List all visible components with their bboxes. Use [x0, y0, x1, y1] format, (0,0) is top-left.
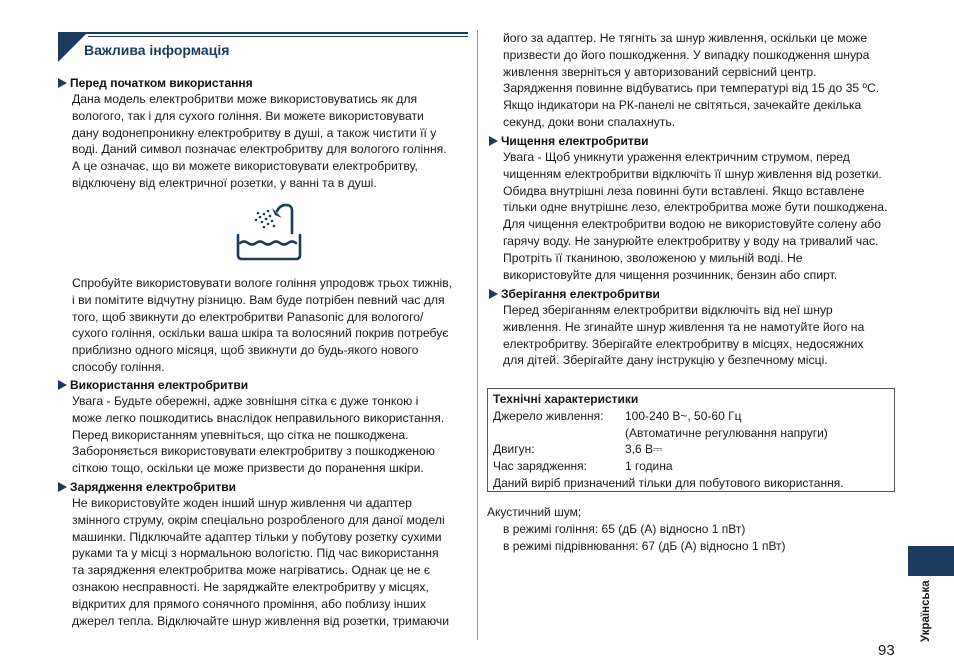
section-using-shaver [58, 377, 470, 477]
spec-row: Двигун: 3,6 В⎓ [493, 442, 663, 457]
section-heading: Зберігання електробритви [489, 286, 901, 302]
column-divider [477, 30, 478, 640]
spec-row: (Автоматичне регулювання напруги) [625, 425, 828, 440]
specifications-box [487, 388, 895, 492]
arrow-right-icon [489, 289, 498, 299]
section-heading: Використання електробритви [58, 377, 470, 393]
section-heading: Перед початком використання [58, 75, 470, 91]
header-rule [58, 32, 468, 34]
section-before-use [58, 75, 470, 192]
arrow-right-icon [489, 136, 498, 146]
shower-bath-icon [234, 203, 304, 261]
language-tab [908, 546, 954, 576]
section-storage [489, 286, 901, 369]
paragraph: Увага - Будьте обережні, адже зовнішня сітка є дуже тонкою і може легко пошкодитись внаслідок неправильного використання. Перед використанням упевніться, що сітка не пошкоджена. Забороняється використовувати електробритву з пошкодженою сіткою тощо, оскільки це може призвести до поранення шкіри. [72, 394, 445, 476]
section-charging [58, 479, 470, 629]
paragraph: Увага - Щоб уникнути ураження електричним струмом, перед чищенням електробритви відключіть її шнур живлення від розетки. Обидва внутрішні леза повинні бути вставлені. Якщо вставлене тільки одне внутрішнє лезо, електробритва може бути пошкоджена. Для чищення електробритви водою не використовуйте солену або гарячу воду. Не занурюйте електробритву у воду на тривалий час. Протріть її тканиною, зволоженою у мильній воді. Не використовуйте для чищення розчинник, бензин або спирт. [503, 150, 888, 282]
spec-row: Джерело живлення: 100-240 В~, 50-60 Гц [493, 408, 742, 423]
acoustic-noise [487, 504, 786, 554]
paragraph: Не використовуйте жоден інший шнур живлення чи адаптер змінного струму, окрім спеціально розробленого для даної моделі машинки. Підключайте адаптер тільки у побутову розетку сухими руками та у місці з нормальною вологістю. Під час використання та зарядження електробритва може нагріватись. Однак це не є ознакою несправності. Не заряджайте електробритву у місцях, відкритих для прямого сонячного проміння, або поблизу інших джерел тепла. Відключайте шнур живлення від розетки, тримаючи [72, 496, 450, 628]
paragraph: Спробуйте використовувати вологе гоління упродовж трьох тижнів, і ви помітите відчутну різницю. Вам буде потрібен певний час для того, щоб звикнути до електробритви Panasonic для вологого/ сухого гоління, оскільки ваша шкіра та волосяний покрив потребує приблизно одного місяця, щоб звикнути до будь-якого нового способу гоління. [72, 276, 453, 374]
section-heading: Чищення електробритви [489, 133, 901, 149]
arrow-right-icon [58, 380, 67, 390]
section-charging-continued [489, 30, 901, 131]
page-number: 93 [878, 642, 895, 659]
paragraph: Перед зберіганням електробритви відключіть від неї шнур живлення. Не згинайте шнур живлення та не намотуйте його на електробритву. Зберігайте електробритву в місцях, недосяжних для дітей. Зберігайте дану інструкцію у безпечному місці. [503, 303, 865, 368]
arrow-right-icon [58, 482, 67, 492]
noise-label: Акустичний шум; [487, 505, 582, 519]
paragraph: його за адаптер. Не тягніть за шнур живлення, оскільки це може призвести до його пошкодження. У випадку пошкодження шнура живлення зверніться у авторизований сервісний центр. Зарядження повинне відбуватись при температурі від 15 до 35 ºC. Якщо індикатори на РК-панелі не світяться, зачекайте декілька секунд, доки вони спалахнуть. [503, 31, 880, 129]
paragraph: Дана модель електробритви може використовуватись як для вологого, так і для сухого гоління. Ви можете використовувати дану водонепроникну електробритву в душі, а також чистити її у воді. Даний символ позначає електробритву для вологого гоління. А це означає, що ви можете використовувати електробритву, відключену від електричної розетки, у ванні та в душі. [72, 92, 447, 190]
noise-trimming: в режимі підрівнювання: 67 (дБ (A) відносно 1 пВт) [503, 538, 786, 553]
section-cleaning [489, 133, 901, 283]
arrow-right-icon [58, 78, 67, 88]
language-label: Українська [920, 580, 932, 642]
spec-row: Час зарядження: 1 година [493, 459, 673, 474]
section-header [58, 32, 468, 62]
header-rule-thin [88, 36, 468, 37]
section-title: Важлива інформація [84, 42, 230, 58]
section-heading: Зарядження електробритви [58, 479, 470, 495]
section-wet-shaving-tip [58, 275, 470, 376]
noise-shaving: в режимі гоління: 65 (дБ (A) відносно 1 пВт) [503, 521, 746, 536]
spec-note: Даний виріб призначений тільки для побутового використання. [493, 475, 844, 490]
specs-title: Технічні характеристики [493, 392, 639, 406]
